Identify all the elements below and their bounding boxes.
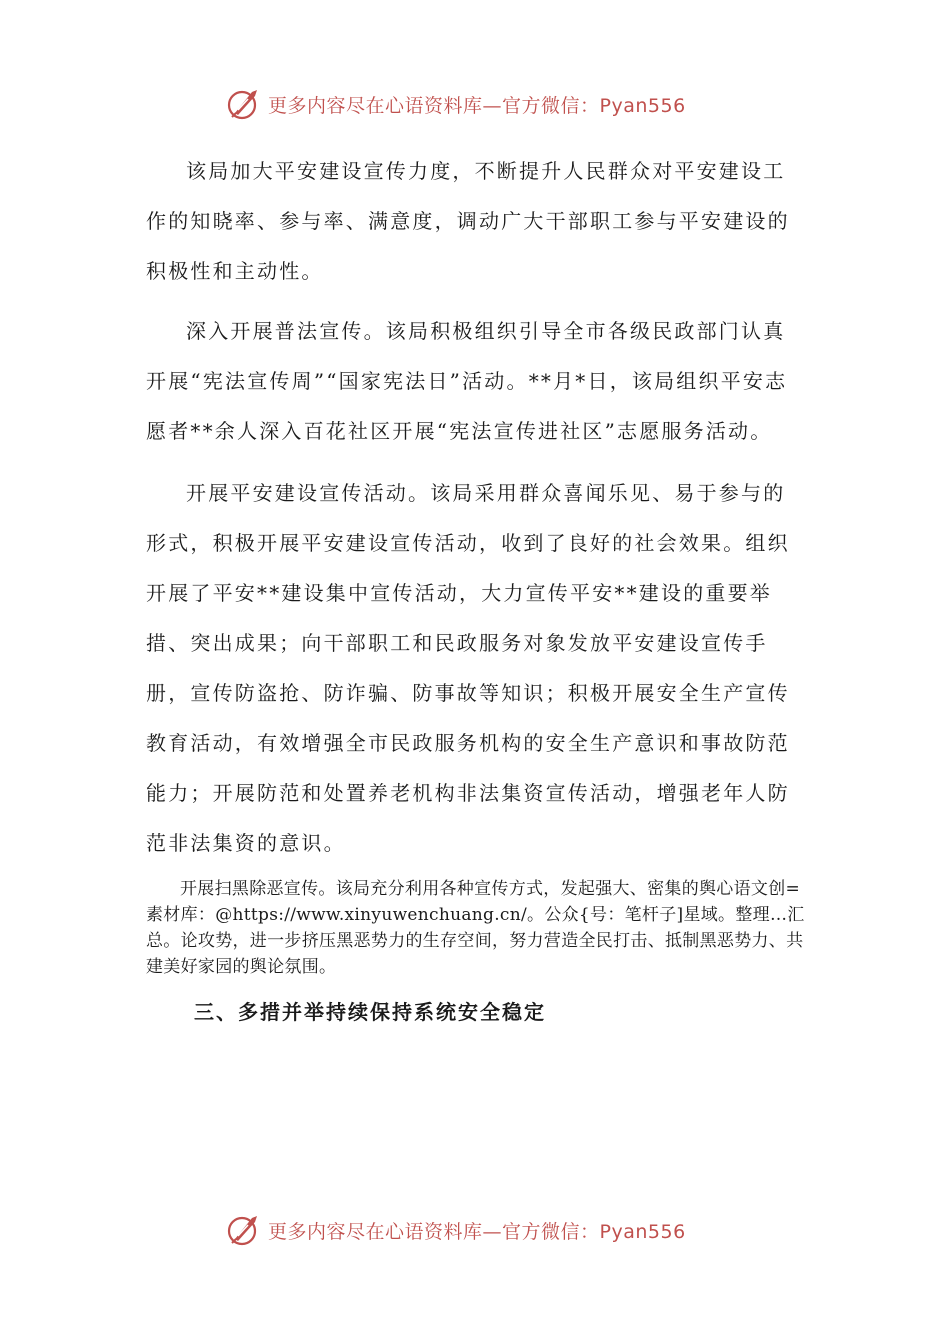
footer-banner bbox=[226, 1210, 746, 1250]
paragraph-legal-education: 深入开展普法宣传。该局积极组织引导全市各级民政部门认真开展“宪法宣传周”“国家宪法日”活动。**月*日，该局组织平安志愿者**余人深入百花社区开展“宪法宣传进社区”志愿服务活动。 bbox=[146, 319, 788, 443]
section-heading: 三、多措并举持续保持系统安全稳定 bbox=[194, 1000, 546, 1024]
paragraph-intro: 该局加大平安建设宣传力度，不断提升人民群众对平安建设工作的知晓率、参与率、满意度，调动广大干部职工参与平安建设的积极性和主动性。 bbox=[146, 159, 790, 283]
paragraph-anti-gang: 开展扫黑除恶宣传。该局充分利用各种宣传方式，发起强大、密集的舆心语文创=素材库：@https://www.xinyuwenchuang.cn/。公众{号：笔杆子]星域。整理…汇总。论攻势，进一步挤压黑恶势力的生存空间，努力营造全民打击、抵制黑恶势力、共建美好家园的舆论氛围。 bbox=[146, 879, 805, 977]
header-banner bbox=[226, 84, 746, 124]
quill-pen-logo-icon bbox=[226, 1212, 262, 1248]
banner-wechat-id: Pyan556 bbox=[599, 94, 686, 117]
quill-pen-logo-icon bbox=[226, 86, 262, 122]
banner-wechat-id: Pyan556 bbox=[599, 1220, 686, 1243]
banner-text: 更多内容尽在心语资料库—官方微信：Pyan556 bbox=[268, 94, 686, 117]
paragraph-safety-campaign: 开展平安建设宣传活动。该局采用群众喜闻乐见、易于参与的形式，积极开展平安建设宣传活动，收到了良好的社会效果。组织开展了平安**建设集中宣传活动，大力宣传平安**建设的重要举措、突出成果；向干部职工和民政服务对象发放平安建设宣传手册，宣传防盗抢、防诈骗、防事故等知识；积极开展安全生产宣传教育活动，有效增强全市民政服务机构的安全生产意识和事故防范能力；开展防范和处置养老机构非法集资宣传活动，增强老年人防范非法集资的意识。 bbox=[146, 481, 790, 855]
banner-text: 更多内容尽在心语资料库—官方微信：Pyan556 bbox=[268, 1220, 686, 1243]
